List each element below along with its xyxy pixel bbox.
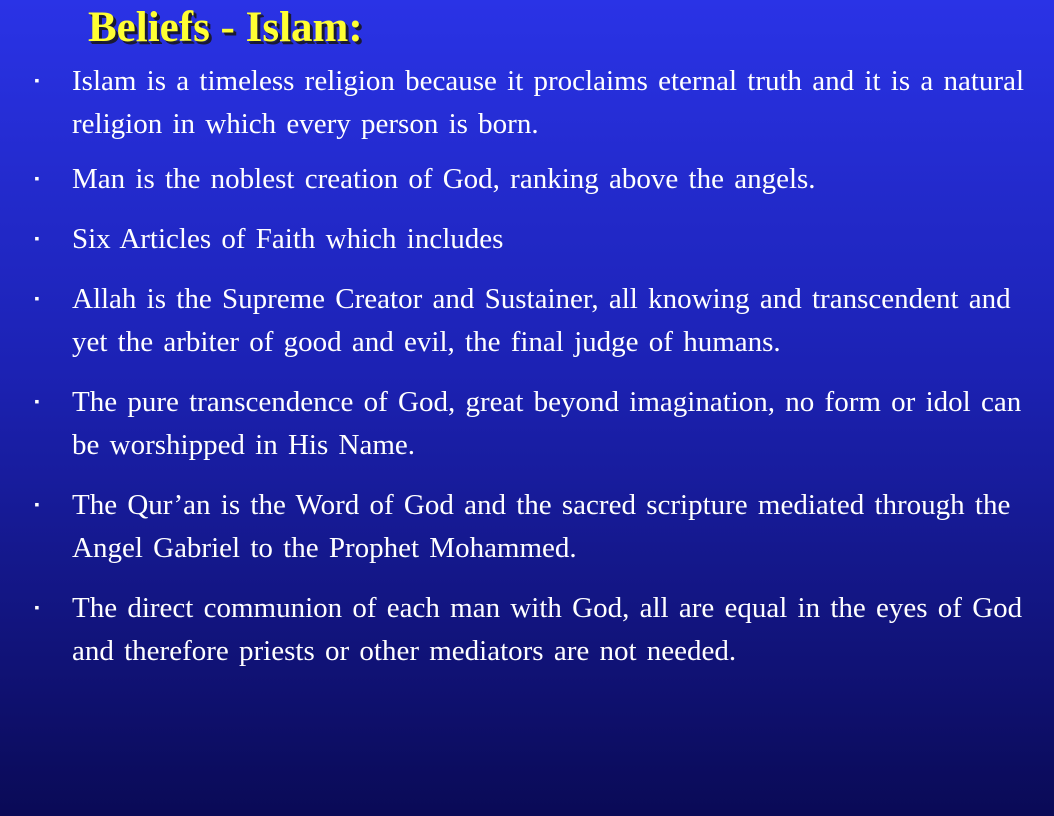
bullet-text: The direct communion of each man with God, all are equal in the eyes of God and therefore priests or other mediators are not needed. <box>72 592 1023 667</box>
slide-title: Beliefs - Islam: <box>88 4 363 51</box>
square-bullet-icon: ▪ <box>34 292 40 307</box>
square-bullet-icon: ▪ <box>34 172 40 187</box>
bullet-list <box>0 60 1054 673</box>
square-bullet-icon: ▪ <box>34 232 40 247</box>
bullet-text: Man is the noblest creation of God, ranking above the angels. <box>72 163 816 195</box>
bullet-text: The pure transcendence of God, great beyond imagination, no form or idol can be worshipped in His Name. <box>72 386 1022 461</box>
square-bullet-icon: ▪ <box>34 601 40 616</box>
bullet-item <box>0 278 1054 364</box>
bullet-item <box>0 484 1054 570</box>
bullet-item <box>0 218 1054 261</box>
bullet-text: The Qur’an is the Word of God and the sacred scripture mediated through the Angel Gabriel to the Prophet Mohammed. <box>72 489 1011 564</box>
square-bullet-icon: ▪ <box>34 395 40 410</box>
bullet-item <box>0 60 1054 146</box>
square-bullet-icon: ▪ <box>34 74 40 89</box>
square-bullet-icon: ▪ <box>34 498 40 513</box>
bullet-text: Islam is a timeless religion because it proclaims eternal truth and it is a natural religion in which every person is born. <box>72 65 1025 140</box>
bullet-text: Six Articles of Faith which includes <box>72 223 504 255</box>
bullet-item <box>0 381 1054 467</box>
bullet-item <box>0 587 1054 673</box>
bullet-text: Allah is the Supreme Creator and Sustainer, all knowing and transcendent and yet the arbiter of good and evil, the final judge of humans. <box>72 283 1011 358</box>
bullet-item <box>0 158 1054 201</box>
